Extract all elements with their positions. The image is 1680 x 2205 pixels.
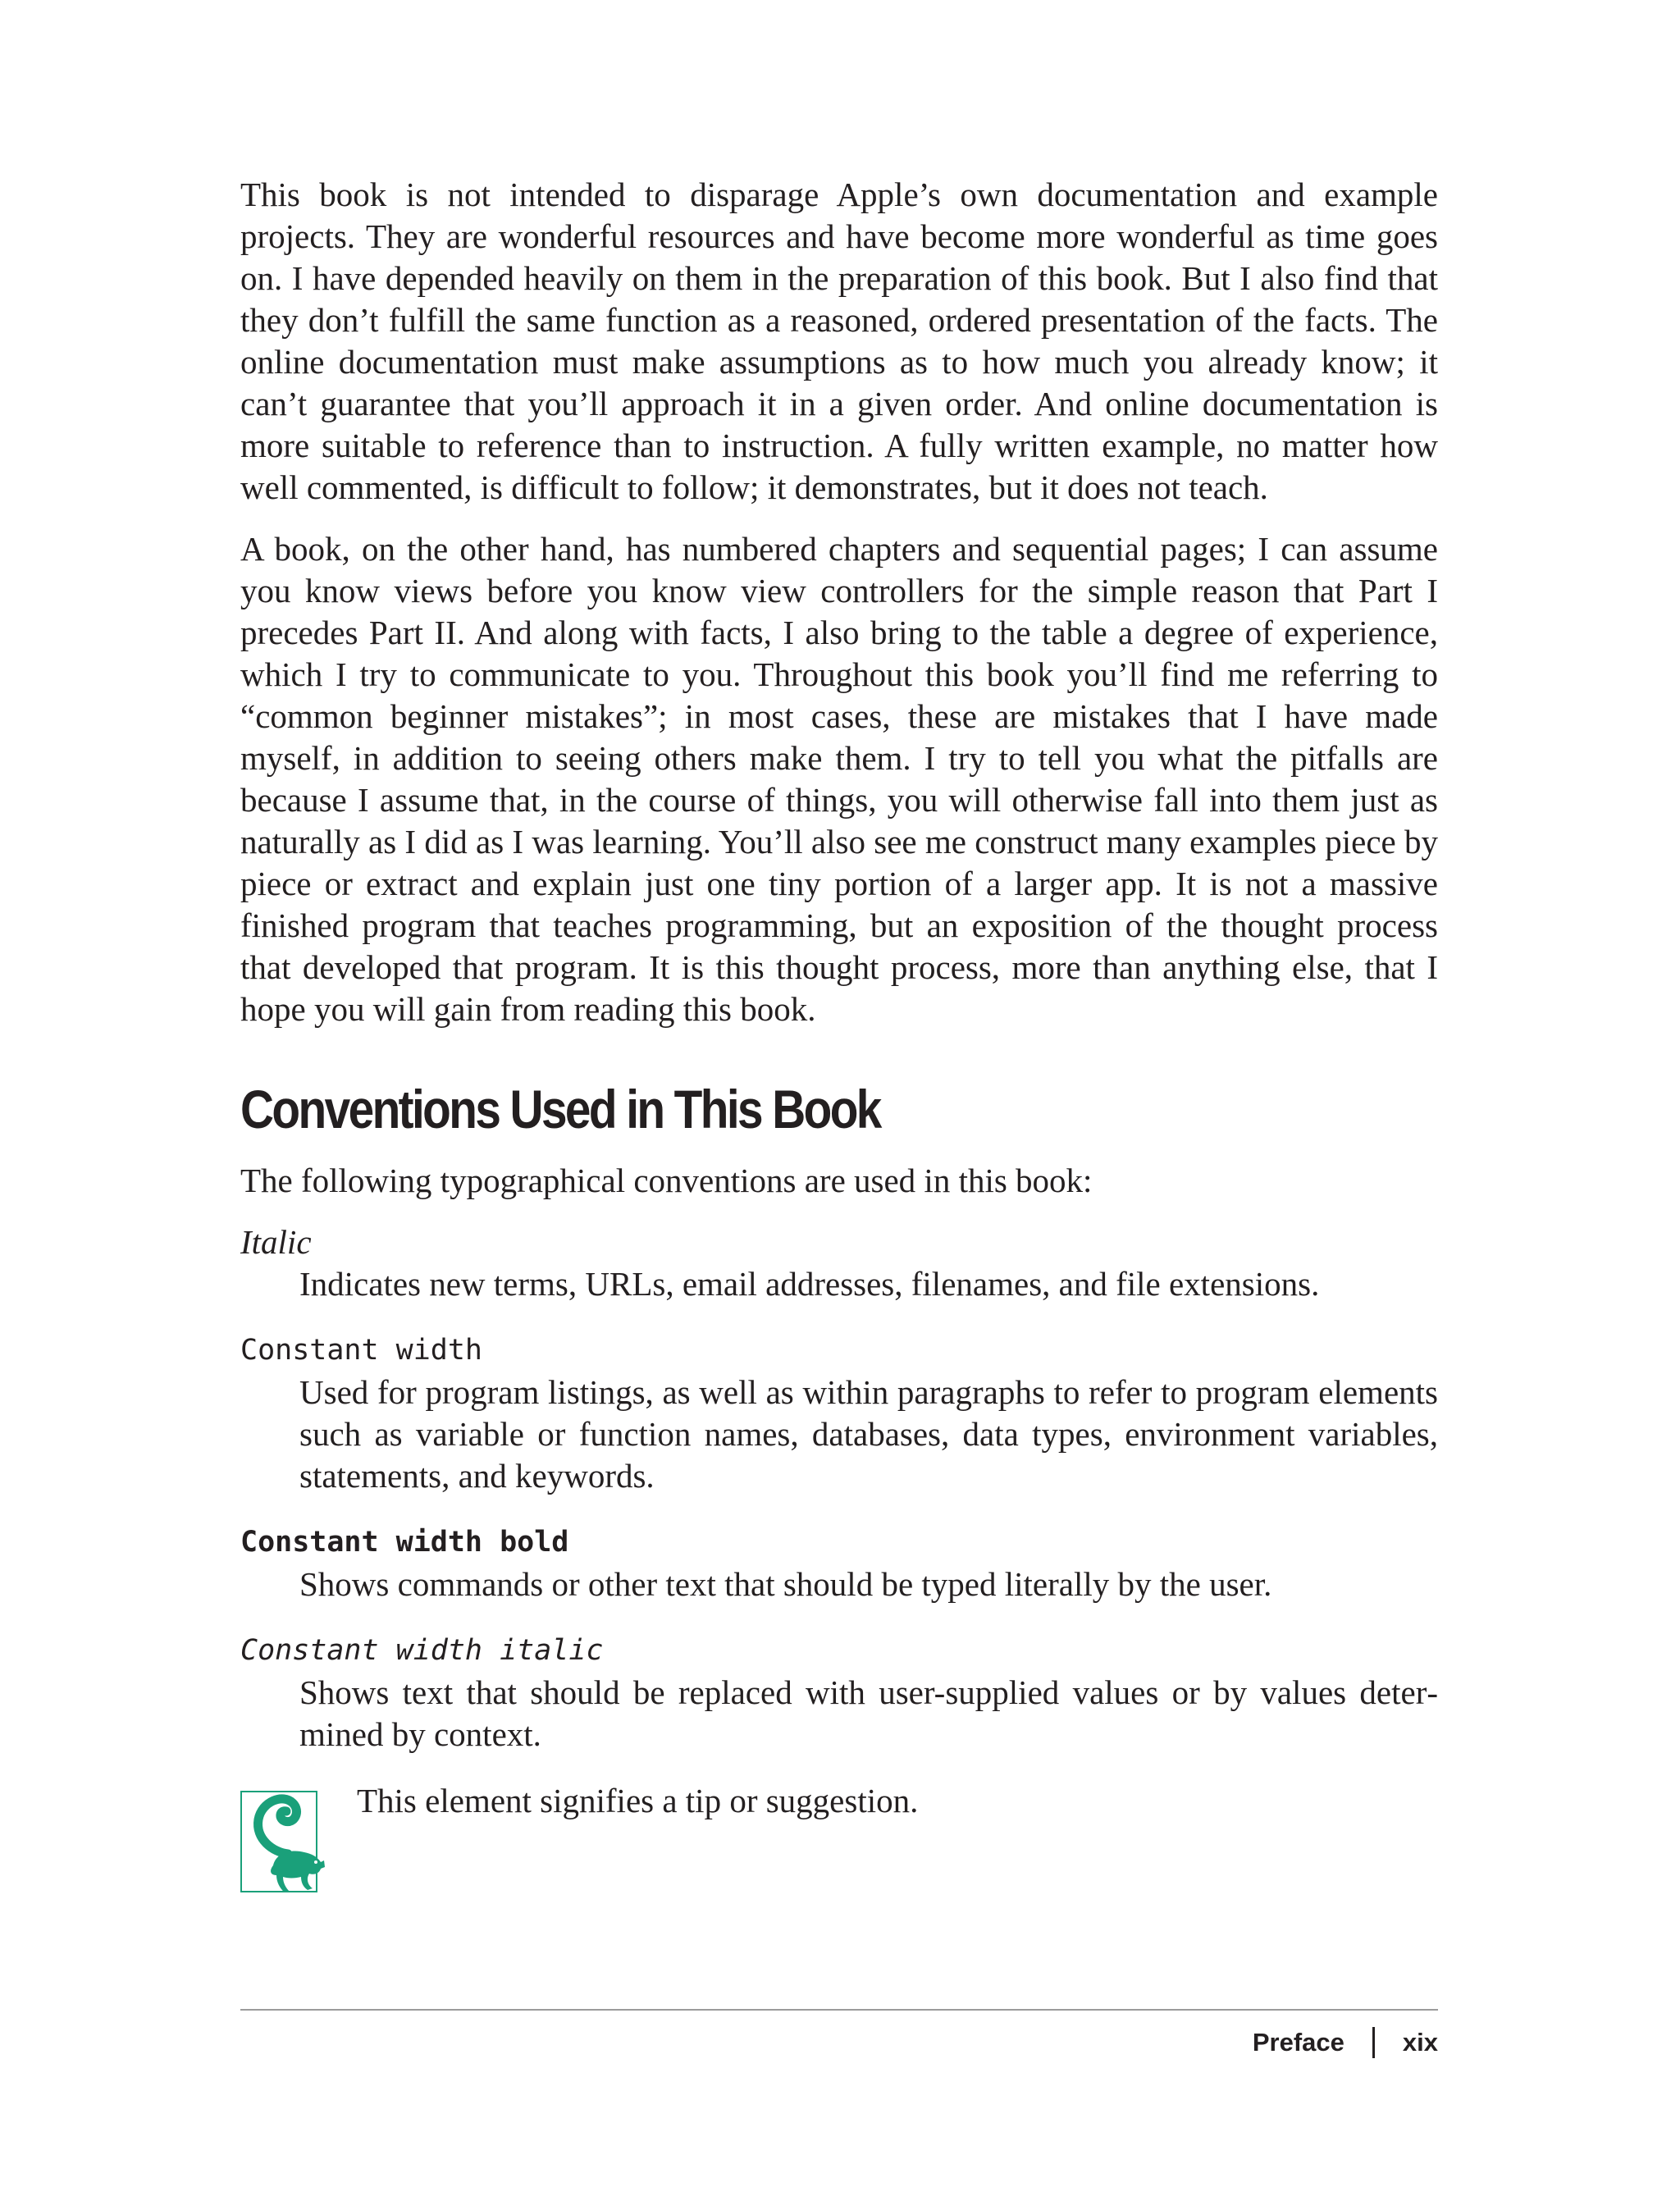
body-paragraph-2: A book, on the other hand, has numbered chapters and sequential pages; I can assume you know views before you know view controllers for the simple reason that Part I precedes Part II. And along with facts, I also bring to the table a degree of experience, which I try to communicate to you. Throughout this book you’ll find me referring to “common beginner mistakes”; in most cases, these are mistakes that I have made myself, in addition to seeing others make them. I try to tell you what the pitfalls are because I assume that, in the course of things, you will otherwise fall into them just as naturally as I did as I was learning. You’ll also see me construct many examples piece by piece or extract and explain just one tiny portion of a larger app. It is not a massive finished program that teaches programming, but an exposition of the thought process that developed that program. It is this thought process, more than anything else, that I hope you will gain from reading this book. xyxy=(240,530,1438,1028)
footer-chapter: Preface xyxy=(1252,2028,1344,2057)
tip-text: This element signifies a tip or suggestion. xyxy=(357,1782,919,1819)
section-heading: Conventions Used in This Book xyxy=(240,1079,880,1139)
page-footer xyxy=(240,2020,1438,2066)
footer-separator xyxy=(1372,2027,1375,2058)
body-paragraph-1: This book is not intended to disparage Apple’s own documentation and example projects. They are wonderful resources and have become more wonderful as time goes on. I have depended heavily on them in the preparation of this book. But I also find that they don’t fulfill the same function as a reasoned, ordered presentation of the facts. The online documentation must make assumptions as to how much you already know; it can’t guarantee that you’ll approach it in a given order. And online documentation is more suitable to reference than to instruction. A fully written example, no matter how well commented, is difficult to follow; it demonstrates, but it does not teach. xyxy=(240,176,1438,506)
convention-term-italic: Italic xyxy=(240,1223,312,1261)
lemur-tip-icon xyxy=(240,1787,326,1898)
convention-description-constant-width-bold: Shows commands or other text that should be typed literally by the user. xyxy=(299,1565,1272,1603)
convention-description-constant-width: Used for program listings, as well as within paragraphs to refer to program elements such as variable or function names, databases, data types, environment variables, statements, and keywords. xyxy=(299,1373,1438,1495)
page-content xyxy=(240,174,1438,1903)
tip-note xyxy=(240,1780,1438,1903)
convention-term-constant-width-italic: Constant width italic xyxy=(240,1634,604,1667)
section-intro: The following typographical conventions are used in this book: xyxy=(240,1162,1093,1199)
convention-term-constant-width: Constant width xyxy=(240,1334,483,1367)
convention-description-italic: Indicates new terms, URLs, email addresses, filenames, and file extensions. xyxy=(299,1265,1320,1303)
convention-term-constant-width-bold: Constant width bold xyxy=(240,1526,569,1559)
page-number: xix xyxy=(1402,2028,1438,2057)
conventions-list xyxy=(240,1221,1438,1755)
convention-description-constant-width-italic: Shows text that should be replaced with user-supplied values or by values determined by context. xyxy=(299,1673,1438,1753)
footer-rule xyxy=(240,2009,1438,2011)
